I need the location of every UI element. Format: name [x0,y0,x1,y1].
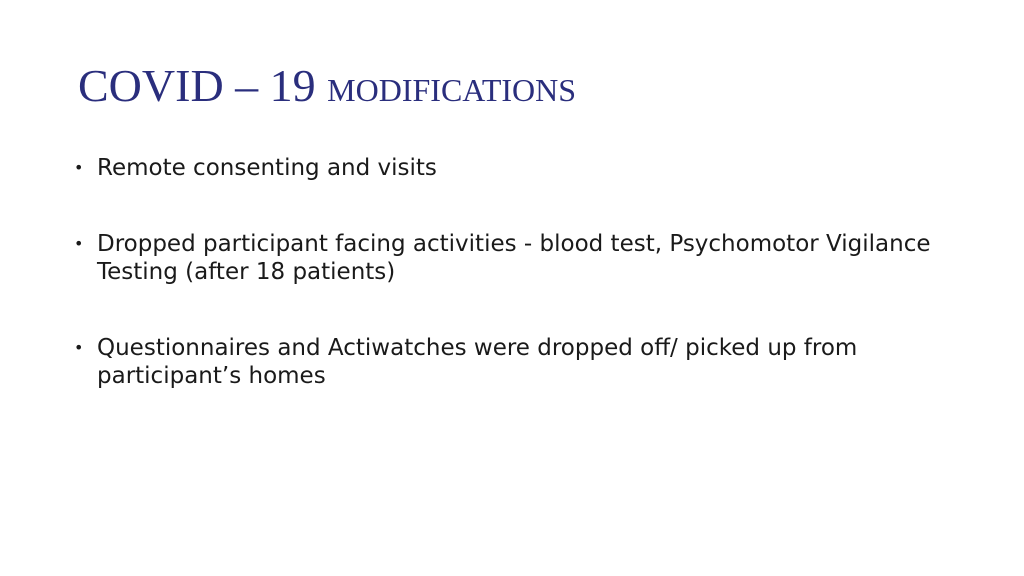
bullet-text: Questionnaires and Actiwatches were dropped off/ picked up from participant’s homes [97,335,858,389]
bullet-dot-icon: • [74,338,84,357]
bullet-dot-icon: • [74,158,84,177]
bullet-item [72,334,952,390]
bullet-item [72,230,952,286]
bullet-text: Remote consenting and visits [97,155,437,181]
bullet-list [72,154,952,438]
bullet-dot-icon: • [74,234,84,253]
bullet-text: Dropped participant facing activities - blood test, Psychomotor Vigilance Testing (after 18 patients) [97,231,931,285]
bullet-item [72,154,952,182]
slide-title: COVID – 19 modifications [78,60,577,111]
